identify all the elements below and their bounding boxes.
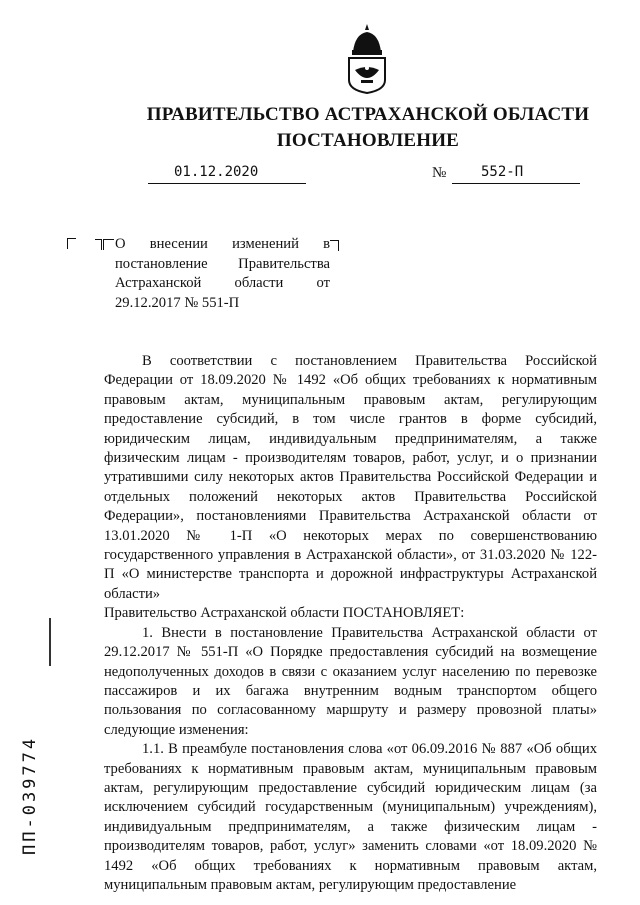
corner-bracket-right xyxy=(330,240,339,251)
corner-bracket-left xyxy=(67,238,76,249)
serial-number-mark: ПП-039774 xyxy=(20,735,40,855)
corner-bracket-mid xyxy=(103,239,114,250)
document-body xyxy=(104,352,597,895)
document-number: 552-П xyxy=(481,164,524,180)
document-date: 01.12.2020 xyxy=(174,164,259,180)
paragraph-item-1: 1. Внести в постановление Правительства Астраханской области от 29.12.2017 № 551-П «О Порядке предоставления субсидий на возмещение недополученных доходов в связи с оказанием услуг населению по перевозке пассажиров и их багажа внутренним водным транспортом общего пользования по согласованному маршруту и размеру провозной платы» следующие изменения: xyxy=(104,624,597,738)
document-subject: О внесении изменений в постановление Правительства Астраханской области от 29.12.2017 № 551-П xyxy=(115,236,330,311)
paragraph-resolves: Правительство Астраханской области ПОСТАНОВЛЯЕТ: xyxy=(104,605,465,622)
margin-line xyxy=(49,618,51,666)
coat-of-arms-icon xyxy=(343,22,391,94)
paragraph-preamble: В соответствии с постановлением Правительства Российской Федерации от 18.09.2020 № 1492 «Об общих требованиях к нормативным правовым актам, муниципальным правовым актам, регулирующим предоставление субсидий, в том числе грантов в форме субсидий, юридическим лицам, индивидуальным предпринимателям, а также физическим лицам - производителям товаров, работ, услуг, и о признании утратившими силу некоторых актов Правительства Российской Федерации и отдельных положений некоторых актов Правительства Российской Федерации», постановлениями Правительства Астраханской области от 13.01.2020 № 1-П «О некоторых мерах по совершенствованию государственного управления в Астраханской области», от 31.03.2020 № 122-П «О министерстве транспорта и дорожной инфраструктуры Астраханской области» xyxy=(104,353,597,602)
organization-title: ПРАВИТЕЛЬСТВО АСТРАХАНСКОЙ ОБЛАСТИ xyxy=(146,104,590,125)
number-label: № xyxy=(432,165,447,181)
corner-bracket-mid xyxy=(95,239,102,250)
paragraph-item-1-1: 1.1. В преамбуле постановления слова «от 06.09.2016 № 887 «Об общих требованиях к нормативным правовым актам, муниципальным правовым актам, регулирующим предоставление субсидий юридическим лицам (за исключением субсидий государственным (муниципальным) учреждениям), индивидуальным предпринимателям, а также физическим лицам - производителям товаров, работ, услуг» заменить словами «от 18.09.2020 № 1492 «Об общих требованиях к нормативным правовым актам, муниципальным правовым актам, регулирующим предоставление xyxy=(104,741,597,893)
document-type-title: ПОСТАНОВЛЕНИЕ xyxy=(276,130,460,151)
